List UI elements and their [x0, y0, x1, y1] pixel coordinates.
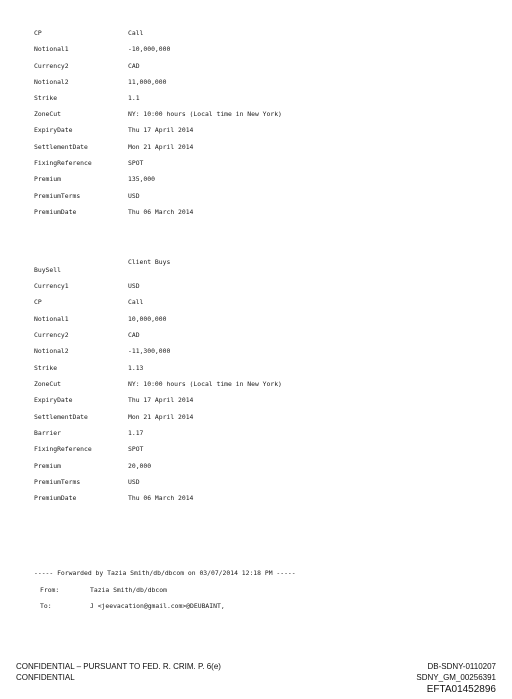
field-value: Call: [128, 298, 144, 306]
field-label: CP: [34, 298, 42, 306]
field-label: SettlementDate: [34, 413, 88, 421]
confidential-label: CONFIDENTIAL: [16, 673, 75, 682]
field-value: 1.1: [128, 94, 140, 102]
block1-row: [0, 124, 512, 136]
block1-row: [0, 190, 512, 202]
field-value: 1.13: [128, 364, 144, 372]
field-label: Notional1: [34, 315, 69, 323]
field-label: ExpiryDate: [34, 126, 73, 134]
forwarded-line: ----- Forwarded by Tazia Smith/db/dbcom on 03/07/2014 12:18 PM -----: [34, 569, 296, 577]
field-label: PremiumDate: [34, 494, 77, 502]
field-label: Notional1: [34, 45, 69, 53]
block2-row: [0, 329, 512, 341]
field-label: FixingReference: [34, 159, 92, 167]
field-label: FixingReference: [34, 445, 92, 453]
block2-row: [0, 280, 512, 292]
block2-row: [0, 492, 512, 504]
field-value: Thu 17 April 2014: [128, 126, 194, 134]
field-value: Thu 17 April 2014: [128, 396, 194, 404]
field-label: Currency1: [34, 282, 69, 290]
bates-number-sdny: SDNY_GM_00256391: [416, 673, 496, 682]
field-value: Thu 06 March 2014: [128, 208, 194, 216]
block2-row: [0, 443, 512, 455]
field-value: Call: [128, 29, 144, 37]
block1-row: [0, 206, 512, 218]
field-value: -10,000,000: [128, 45, 171, 53]
field-label: Premium: [34, 175, 61, 183]
field-label: Premium: [34, 462, 61, 470]
block1-row: [0, 43, 512, 55]
block2-row: [0, 345, 512, 357]
field-value: 11,000,000: [128, 78, 167, 86]
from-value[interactable]: Tazia Smith/db/dbcom: [90, 586, 167, 594]
block2-row: [0, 394, 512, 406]
bates-number-efta: EFTA01452896: [426, 684, 496, 695]
field-value: USD: [128, 282, 140, 290]
block1-row: [0, 157, 512, 169]
field-value: CAD: [128, 331, 140, 339]
from-label: From:: [40, 586, 60, 594]
field-value: 10,000,000: [128, 315, 167, 323]
block2-row: [0, 362, 512, 374]
block2-row: [0, 296, 512, 308]
field-label: SettlementDate: [34, 143, 88, 151]
block2-row: [0, 264, 512, 276]
to-value[interactable]: J <jeevacation@gmail.com>@DEUBAINT,: [90, 602, 225, 610]
field-value: SPOT: [128, 159, 144, 167]
field-value: 20,000: [128, 462, 152, 470]
field-label: ZoneCut: [34, 110, 61, 118]
block1-row: [0, 108, 512, 120]
field-value: CAD: [128, 62, 140, 70]
field-label: Barrier: [34, 429, 61, 437]
block1-row: [0, 173, 512, 185]
field-label: Currency2: [34, 62, 69, 70]
field-value: Mon 21 April 2014: [128, 143, 194, 151]
client-buys-text: Client Buys: [128, 258, 171, 266]
field-label: Currency2: [34, 331, 69, 339]
block1-row: [0, 141, 512, 153]
field-label: ZoneCut: [34, 380, 61, 388]
field-value: 1.17: [128, 429, 144, 437]
block2-row: [0, 313, 512, 325]
field-value: NY: 10:00 hours (Local time in New York): [128, 110, 282, 118]
block2-row: [0, 427, 512, 439]
block2-row: [0, 411, 512, 423]
field-label: Notional2: [34, 347, 69, 355]
field-label: Strike: [34, 94, 58, 102]
field-label: PremiumTerms: [34, 478, 81, 486]
field-label: PremiumDate: [34, 208, 77, 216]
block2-row: [0, 476, 512, 488]
field-label: ExpiryDate: [34, 396, 73, 404]
field-value: USD: [128, 478, 140, 486]
block1-row: [0, 76, 512, 88]
field-value: SPOT: [128, 445, 144, 453]
block1-row: [0, 60, 512, 72]
field-value: NY: 10:00 hours (Local time in New York): [128, 380, 282, 388]
field-value: -11,300,000: [128, 347, 171, 355]
block1-row: [0, 92, 512, 104]
field-label: Strike: [34, 364, 58, 372]
field-label: Notional2: [34, 78, 69, 86]
field-value: USD: [128, 192, 140, 200]
block2-row: [0, 460, 512, 472]
confidential-pursuant: CONFIDENTIAL – PURSUANT TO FED. R. CRIM. P. 6(e): [16, 662, 221, 671]
field-label: BuySell: [34, 266, 61, 274]
bates-number-db: DB-SDNY-0110207: [427, 662, 496, 671]
field-value: Mon 21 April 2014: [128, 413, 194, 421]
field-label: PremiumTerms: [34, 192, 81, 200]
block2-row: [0, 378, 512, 390]
field-value: Thu 06 March 2014: [128, 494, 194, 502]
block1-row: [0, 27, 512, 39]
to-label: To:: [40, 602, 52, 610]
field-value: 135,000: [128, 175, 155, 183]
field-label: CP: [34, 29, 42, 37]
